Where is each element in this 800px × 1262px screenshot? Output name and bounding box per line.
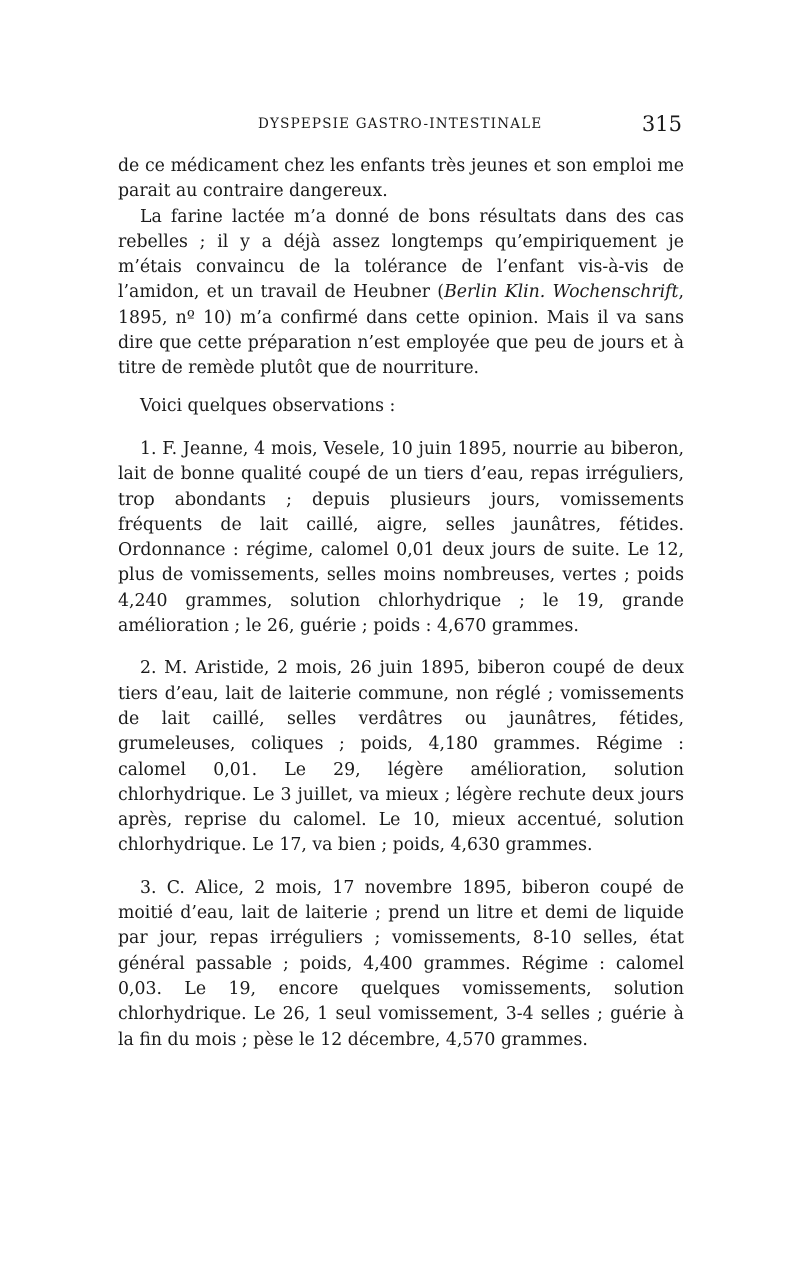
observation-2: 2. M. Aristide, 2 mois, 26 juin 1895, biberon coupé de deux tiers d’eau, lait de laiterie commune, non réglé ; vomissements de lait caillé, selles verdâtres ou jaunâtres, fétides, grumeleuses, coliques ; poids, 4,180 grammes. Régime : calomel 0,01. Le 29, légère amélioration, solution chlorhydrique. Le 3 juillet, va mieux ; légère rechute deux jours après, reprise du calomel. Le 10, mieux accentué, solution chlorhydrique. Le 17, va bien ; poids, 4,630 grammes. [118,658,684,856]
observation-1: 1. F. Jeanne, 4 mois, Vesele, 10 juin 1895, nourrie au biberon, lait de bonne qualité coupé de un tiers d’eau, repas irréguliers, trop abondants ; depuis plusieurs jours, vomissements fréquents de lait caillé, aigre, selles jaunâtres, fétides. Ordonnance : régime, calomel 0,01 deux jours de suite. Le 12, plus de vomissements, selles moins nombreuses, vertes ; poids 4,240 grammes, solution chlorhydrique ; le 19, grande amélioration ; le 26, guérie ; poids : 4,670 grammes. [118,438,684,637]
paragraph-observations-intro: Voici quelques observations : [140,395,396,416]
running-title: DYSPEPSIE GASTRO-INTESTINALE [258,116,543,132]
observation-3: 3. C. Alice, 2 mois, 17 novembre 1895, biberon coupé de moitié d’eau, lait de laiterie ; prend un litre et demi de liquide par jour, repas irréguliers ; vomissements, 8-10 selles, état général passable ; poids, 4,400 grammes. Régime : calomel 0,03. Le 19, encore quelques vomissements, solution chlorhydrique. Le 26, 1 seul vomissement, 3-4 selles ; guérie à la fin du mois ; pèse le 12 décembre, 4,570 grammes. [118,877,684,1050]
citation-journal: Berlin Klin. Wochenschrift [444,282,679,303]
paragraph-farine-lactee: La farine lactée m’a donné de bons résultats dans des cas rebelles ; il y a déjà assez longtemps qu’empiriquement je m’étais convaincu de la tolérance de l’enfant vis-à-vis de l’amidon, et un travail de Heubner (Berlin Klin. Wochenschrift, 1895, nº 10) m’a confirmé dans cette opinion. Mais il va sans dire que cette préparation n’est employée que peu de jours et à titre de remède plutôt que de nourriture. [118,206,684,379]
page-number: 315 [641,112,682,136]
book-page [118,112,684,1053]
paragraph-continuation: de ce médicament chez les enfants très jeunes et son emploi me parait au contraire dangereux. [118,156,684,202]
running-head [118,112,684,144]
page-body [118,154,684,1053]
